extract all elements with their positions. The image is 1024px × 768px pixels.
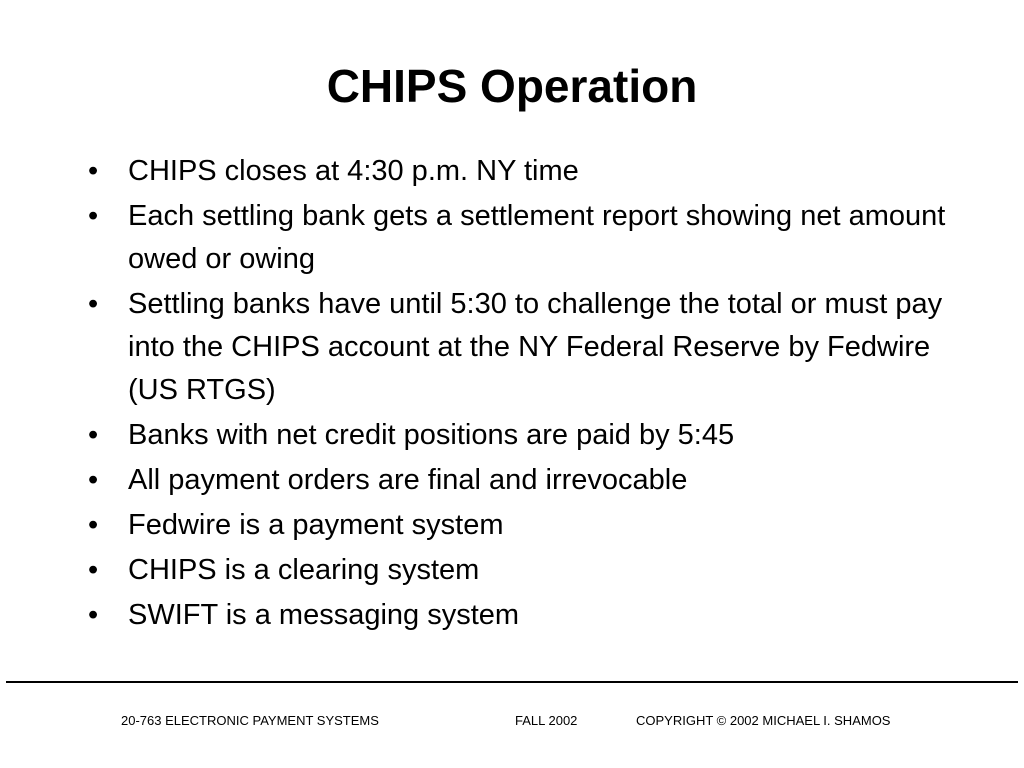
bullet-marker: •	[88, 464, 99, 496]
bullet-marker: •	[88, 419, 99, 451]
bullet-text: Banks with net credit positions are paid by 5:45	[128, 419, 735, 451]
bullet-text: Each settling bank gets a settlement report showing net amount owed or owing	[128, 200, 946, 275]
bullet-marker: •	[88, 554, 99, 586]
bullet-text: CHIPS closes at 4:30 p.m. NY time	[128, 155, 579, 187]
bullet-item	[86, 195, 966, 281]
bullet-text: Fedwire is a payment system	[128, 509, 504, 541]
bullet-item	[86, 504, 966, 547]
bullet-text: Settling banks have until 5:30 to challenge the total or must pay into the CHIPS account at the NY Federal Reserve by Fedwire (US RTGS)	[128, 288, 943, 406]
bullet-marker: •	[88, 200, 99, 232]
bullet-item	[86, 414, 966, 457]
footer-term: FALL 2002	[515, 713, 578, 728]
bullet-text: CHIPS is a clearing system	[128, 554, 480, 586]
slide-title: CHIPS Operation	[326, 60, 698, 112]
bullet-marker: •	[88, 288, 99, 320]
footer-course: 20-763 ELECTRONIC PAYMENT SYSTEMS	[121, 713, 379, 728]
bullet-item	[86, 150, 966, 193]
bullet-marker: •	[88, 509, 99, 541]
footer-copyright: COPYRIGHT © 2002 MICHAEL I. SHAMOS	[636, 713, 891, 728]
bullet-text: SWIFT is a messaging system	[128, 599, 520, 631]
footer-divider	[6, 681, 1018, 683]
bullet-item	[86, 594, 966, 637]
bullet-marker: •	[88, 155, 99, 187]
bullet-item	[86, 283, 966, 412]
bullet-marker: •	[88, 599, 99, 631]
bullet-item	[86, 459, 966, 502]
bullet-list	[86, 150, 966, 639]
bullet-text: All payment orders are final and irrevocable	[128, 464, 688, 496]
bullet-item	[86, 549, 966, 592]
